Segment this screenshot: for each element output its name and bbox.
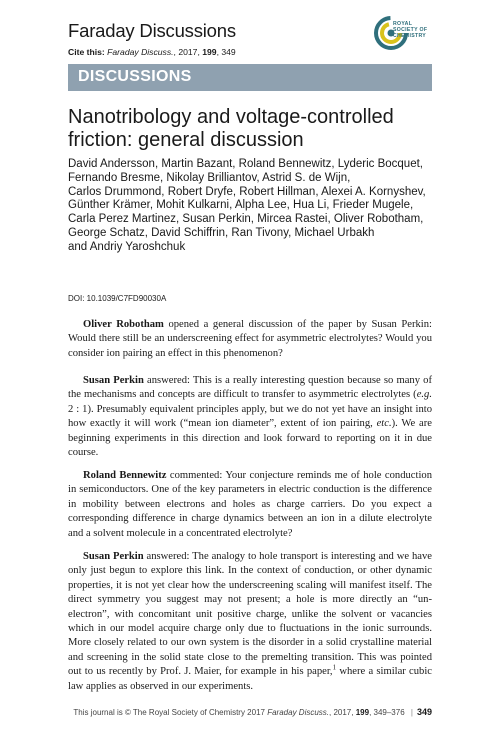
page-footer — [68, 707, 432, 717]
article-title: Nanotribology and voltage-controlled friction: general discussion — [68, 106, 394, 151]
discussion-paragraph-2 — [68, 374, 432, 460]
banner-label: DISCUSSIONS — [78, 68, 192, 85]
cite-prefix: Cite this: — [68, 47, 108, 57]
rsc-logo-text: ROYAL SOCIETY OF CHEMISTRY — [393, 21, 428, 39]
paragraph-text: 2 : 1). Presumably equivalent principles apply, but we do not yet have an insight into how exactly it will work (“mean ion diameter”, extent of ion pairing, — [68, 403, 432, 430]
paragraph-text: where a similar cubic law applies as observed in our experiments. — [68, 666, 432, 692]
speaker-name: Oliver Robotham — [83, 319, 164, 330]
footer-copyright: This journal is © The Royal Society of Chemistry 2017 — [73, 708, 265, 717]
footer-volume: 199 — [355, 708, 370, 717]
footer-year: , 2017, — [329, 708, 356, 717]
discussion-paragraph-1 — [68, 318, 432, 361]
paragraph-text: opened a general discussion of the paper by Susan Perkin: Would there still be an underscreening effect for asymmetric electrolytes? Would you consider ion pairing an effect in this phenomenon? — [68, 319, 432, 359]
abbrev-eg: e.g. — [416, 389, 432, 401]
discussion-paragraph-3 — [68, 469, 432, 541]
section-banner — [68, 64, 432, 91]
paragraph-text: answered: The analogy to hole transport is interesting and we have only just begun to explore this link. In the context of conduction, or other dynamic properties, it is not yet clear how the underscreening scaling will manifest itself. The direct symmetry you suggest may not present; a hole is more directly an “un-electron”, with concomitant unit positive charge, unlike the solvent or vacancies which in our model acquire charge only due to fluctuations in the ionic surrounds. More closely related to our own system is the disorder in a solid crystalline material and screening in the solid state close to the premelting transition. This was pointed out to us recently by Prof. J. Maier, for example in his paper, — [68, 551, 432, 678]
footer-journal: Faraday Discuss. — [267, 708, 330, 717]
citation-line — [68, 47, 236, 57]
cite-journal: Faraday Discuss. — [107, 47, 174, 57]
doi[interactable]: DOI: 10.1039/C7FD90030A — [68, 294, 167, 303]
paragraph-text: commented: Your conjecture reminds me of hole conduction in semiconductors. One of the key parameters in electric conduction is the difference in mobility between electrons and holes as charge carriers. Do you expect a corresponding difference in charge dynamics between an ion in a dilute electrolyte and a solvent molecule in a concentrated electrolyte? — [68, 470, 432, 539]
speaker-name: Susan Perkin — [83, 375, 144, 386]
paragraph-text: answered: This is a really interesting question because so many of the mechanisms and concepts are difficult to transfer to asymmetric electrolytes ( — [68, 375, 432, 401]
paragraph-text: ). We are beginning experiments in this direction and look forward to reporting on it in due course. — [68, 418, 432, 459]
speaker-name: Roland Bennewitz — [83, 470, 167, 481]
reference-marker[interactable]: 1 — [332, 663, 337, 672]
cite-volume: 199 — [202, 47, 217, 57]
speaker-name: Susan Perkin — [83, 551, 144, 562]
cite-year: , 2017, — [173, 47, 203, 57]
discussion-paragraph-4 — [68, 550, 432, 694]
page-number: 349 — [416, 707, 432, 717]
journal-title: Faraday Discussions — [68, 20, 236, 41]
abbrev-etc: etc. — [376, 418, 392, 430]
author-list: David Andersson, Martin Bazant, Roland Bennewitz, Lyderic Bocquet, Fernando Bresme, Nikolay Brilliantov, Astrid S. de Wijn, Carlos Drummond, Robert Dryfe, Robert Hillman, Alexei A. Kornyshev, Günther Krämer, Mohit Kulkarni, Alpha Lee, Hua Li, Frieder Mugele, Carla Perez Martinez, Susan Perkin, Mircea Rastei, Oliver Robotham, George Schatz, David Schiffrin, Ran Tivony, Michael Urbakh and Andriy Yaroshchuk — [68, 158, 426, 253]
cite-page: , 349 — [216, 47, 236, 57]
footer-separator: | — [410, 708, 413, 717]
footer-pages: , 349–376 — [369, 708, 405, 717]
